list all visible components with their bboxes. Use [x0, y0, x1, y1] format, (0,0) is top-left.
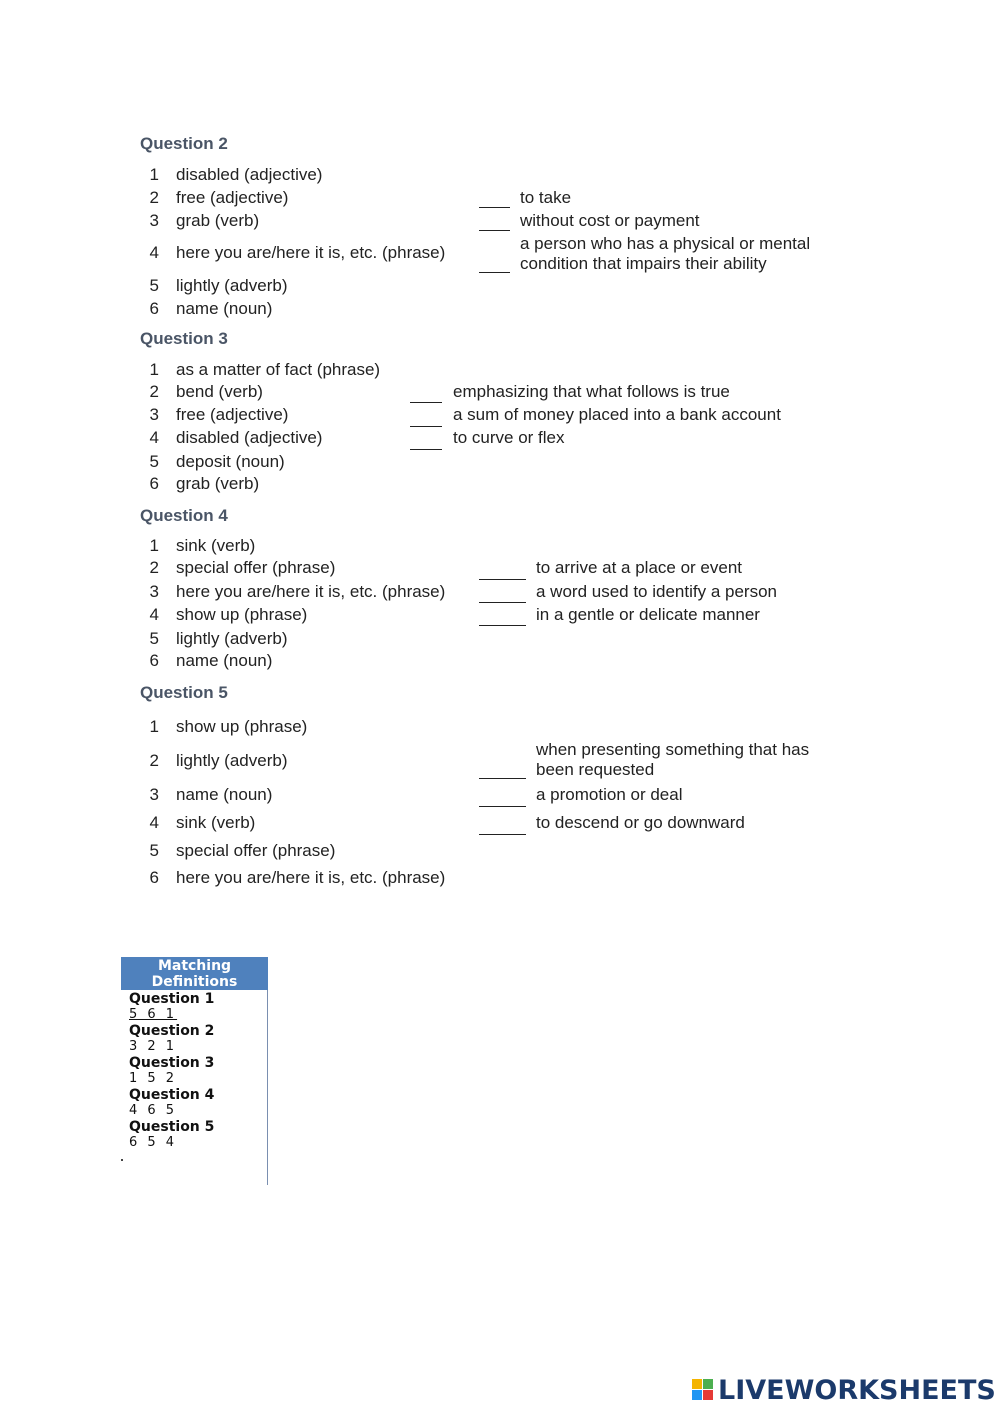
- term-number: 1: [149, 165, 159, 184]
- term-number: 6: [149, 651, 159, 670]
- term-text: here you are/here it is, etc. (phrase): [176, 243, 446, 262]
- term-number: 2: [149, 382, 159, 401]
- answer-blank[interactable]: [479, 579, 526, 580]
- term-text: show up (phrase): [176, 605, 308, 624]
- definition-text: to take: [520, 188, 572, 207]
- term-number: 2: [149, 751, 159, 770]
- answer-blank[interactable]: [410, 402, 442, 403]
- term-text: here you are/here it is, etc. (phrase): [176, 582, 446, 601]
- answer-blank[interactable]: [479, 602, 526, 603]
- term-number: 6: [149, 868, 159, 887]
- stray-dot: [121, 1159, 123, 1161]
- answer-key-header: [121, 957, 268, 990]
- term-text: sink (verb): [176, 813, 256, 832]
- term-number: 2: [149, 188, 159, 207]
- question-4-title: Question 4: [140, 506, 228, 525]
- answer-key-title: Matching Definitions: [151, 958, 238, 990]
- term-number: 1: [149, 717, 159, 736]
- question-2-title: Question 2: [140, 134, 228, 153]
- term-text: free (adjective): [176, 405, 289, 424]
- term-number: 4: [149, 428, 159, 447]
- term-text: name (noun): [176, 651, 273, 670]
- answer-blank[interactable]: [479, 272, 510, 273]
- answer-key-box: [121, 957, 268, 1185]
- term-text: disabled (adjective): [176, 428, 323, 447]
- term-text: special offer (phrase): [176, 558, 336, 577]
- answer-blank[interactable]: [479, 778, 526, 779]
- definition-text: when presenting something that has been requested: [536, 740, 810, 779]
- answer-blank[interactable]: [479, 625, 526, 626]
- definition-text: to curve or flex: [453, 428, 565, 447]
- term-text: here you are/here it is, etc. (phrase): [176, 868, 446, 887]
- answer-key-question: Question 1: [129, 991, 215, 1007]
- liveworksheets-logo: [692, 1373, 996, 1407]
- term-text: disabled (adjective): [176, 165, 323, 184]
- term-number: 5: [149, 276, 159, 295]
- logo-text: LIVEWORKSHEETS: [718, 1374, 996, 1406]
- definition-text: to descend or go downward: [536, 813, 745, 832]
- term-number: 5: [149, 629, 159, 648]
- term-text: as a matter of fact (phrase): [176, 360, 381, 379]
- term-number: 4: [149, 243, 159, 262]
- term-number: 4: [149, 605, 159, 624]
- term-number: 1: [149, 536, 159, 555]
- answer-key-answer: 5 6 1: [129, 1007, 178, 1022]
- answer-key-question: Question 5: [129, 1119, 215, 1135]
- term-text: lightly (adverb): [176, 751, 288, 770]
- question-5-title: Question 5: [140, 683, 228, 702]
- logo-squares-icon: [692, 1379, 714, 1401]
- term-number: 4: [149, 813, 159, 832]
- term-text: name (noun): [176, 299, 273, 318]
- term-number: 6: [149, 474, 159, 493]
- definition-text: a person who has a physical or mental condition that impairs their ability: [520, 234, 811, 273]
- answer-key-question: Question 4: [129, 1087, 215, 1103]
- term-number: 5: [149, 452, 159, 471]
- answer-blank[interactable]: [410, 449, 442, 450]
- term-number: 3: [149, 211, 159, 230]
- term-text: deposit (noun): [176, 452, 285, 471]
- definition-text: without cost or payment: [520, 211, 700, 230]
- answer-key-answer: 3 2 1: [129, 1039, 178, 1054]
- definition-text: in a gentle or delicate manner: [536, 605, 760, 624]
- term-text: sink (verb): [176, 536, 256, 555]
- definition-text: a word used to identify a person: [536, 582, 777, 601]
- term-text: grab (verb): [176, 474, 260, 493]
- term-number: 3: [149, 582, 159, 601]
- term-number: 1: [149, 360, 159, 379]
- term-text: show up (phrase): [176, 717, 308, 736]
- term-text: name (noun): [176, 785, 273, 804]
- term-number: 3: [149, 405, 159, 424]
- term-text: special offer (phrase): [176, 841, 336, 860]
- answer-key-answer: 1 5 2: [129, 1071, 178, 1086]
- answer-key-question: Question 3: [129, 1055, 215, 1071]
- answer-blank[interactable]: [479, 834, 526, 835]
- answer-blank[interactable]: [479, 806, 526, 807]
- term-text: grab (verb): [176, 211, 260, 230]
- answer-blank[interactable]: [479, 230, 510, 231]
- term-number: 5: [149, 841, 159, 860]
- term-number: 3: [149, 785, 159, 804]
- answer-key-answer: 6 5 4: [129, 1135, 178, 1150]
- definition-text: emphasizing that what follows is true: [453, 382, 730, 401]
- answer-key-divider: [267, 990, 268, 1185]
- question-3-title: Question 3: [140, 329, 228, 348]
- term-text: free (adjective): [176, 188, 289, 207]
- term-number: 2: [149, 558, 159, 577]
- answer-blank[interactable]: [410, 426, 442, 427]
- definition-text: to arrive at a place or event: [536, 558, 743, 577]
- term-text: lightly (adverb): [176, 629, 288, 648]
- answer-key-question: Question 2: [129, 1023, 215, 1039]
- term-text: bend (verb): [176, 382, 263, 401]
- term-number: 6: [149, 299, 159, 318]
- definition-text: a sum of money placed into a bank account: [453, 405, 781, 424]
- definition-text: a promotion or deal: [536, 785, 683, 804]
- answer-blank[interactable]: [479, 207, 510, 208]
- term-text: lightly (adverb): [176, 276, 288, 295]
- answer-key-answer: 4 6 5: [129, 1103, 178, 1118]
